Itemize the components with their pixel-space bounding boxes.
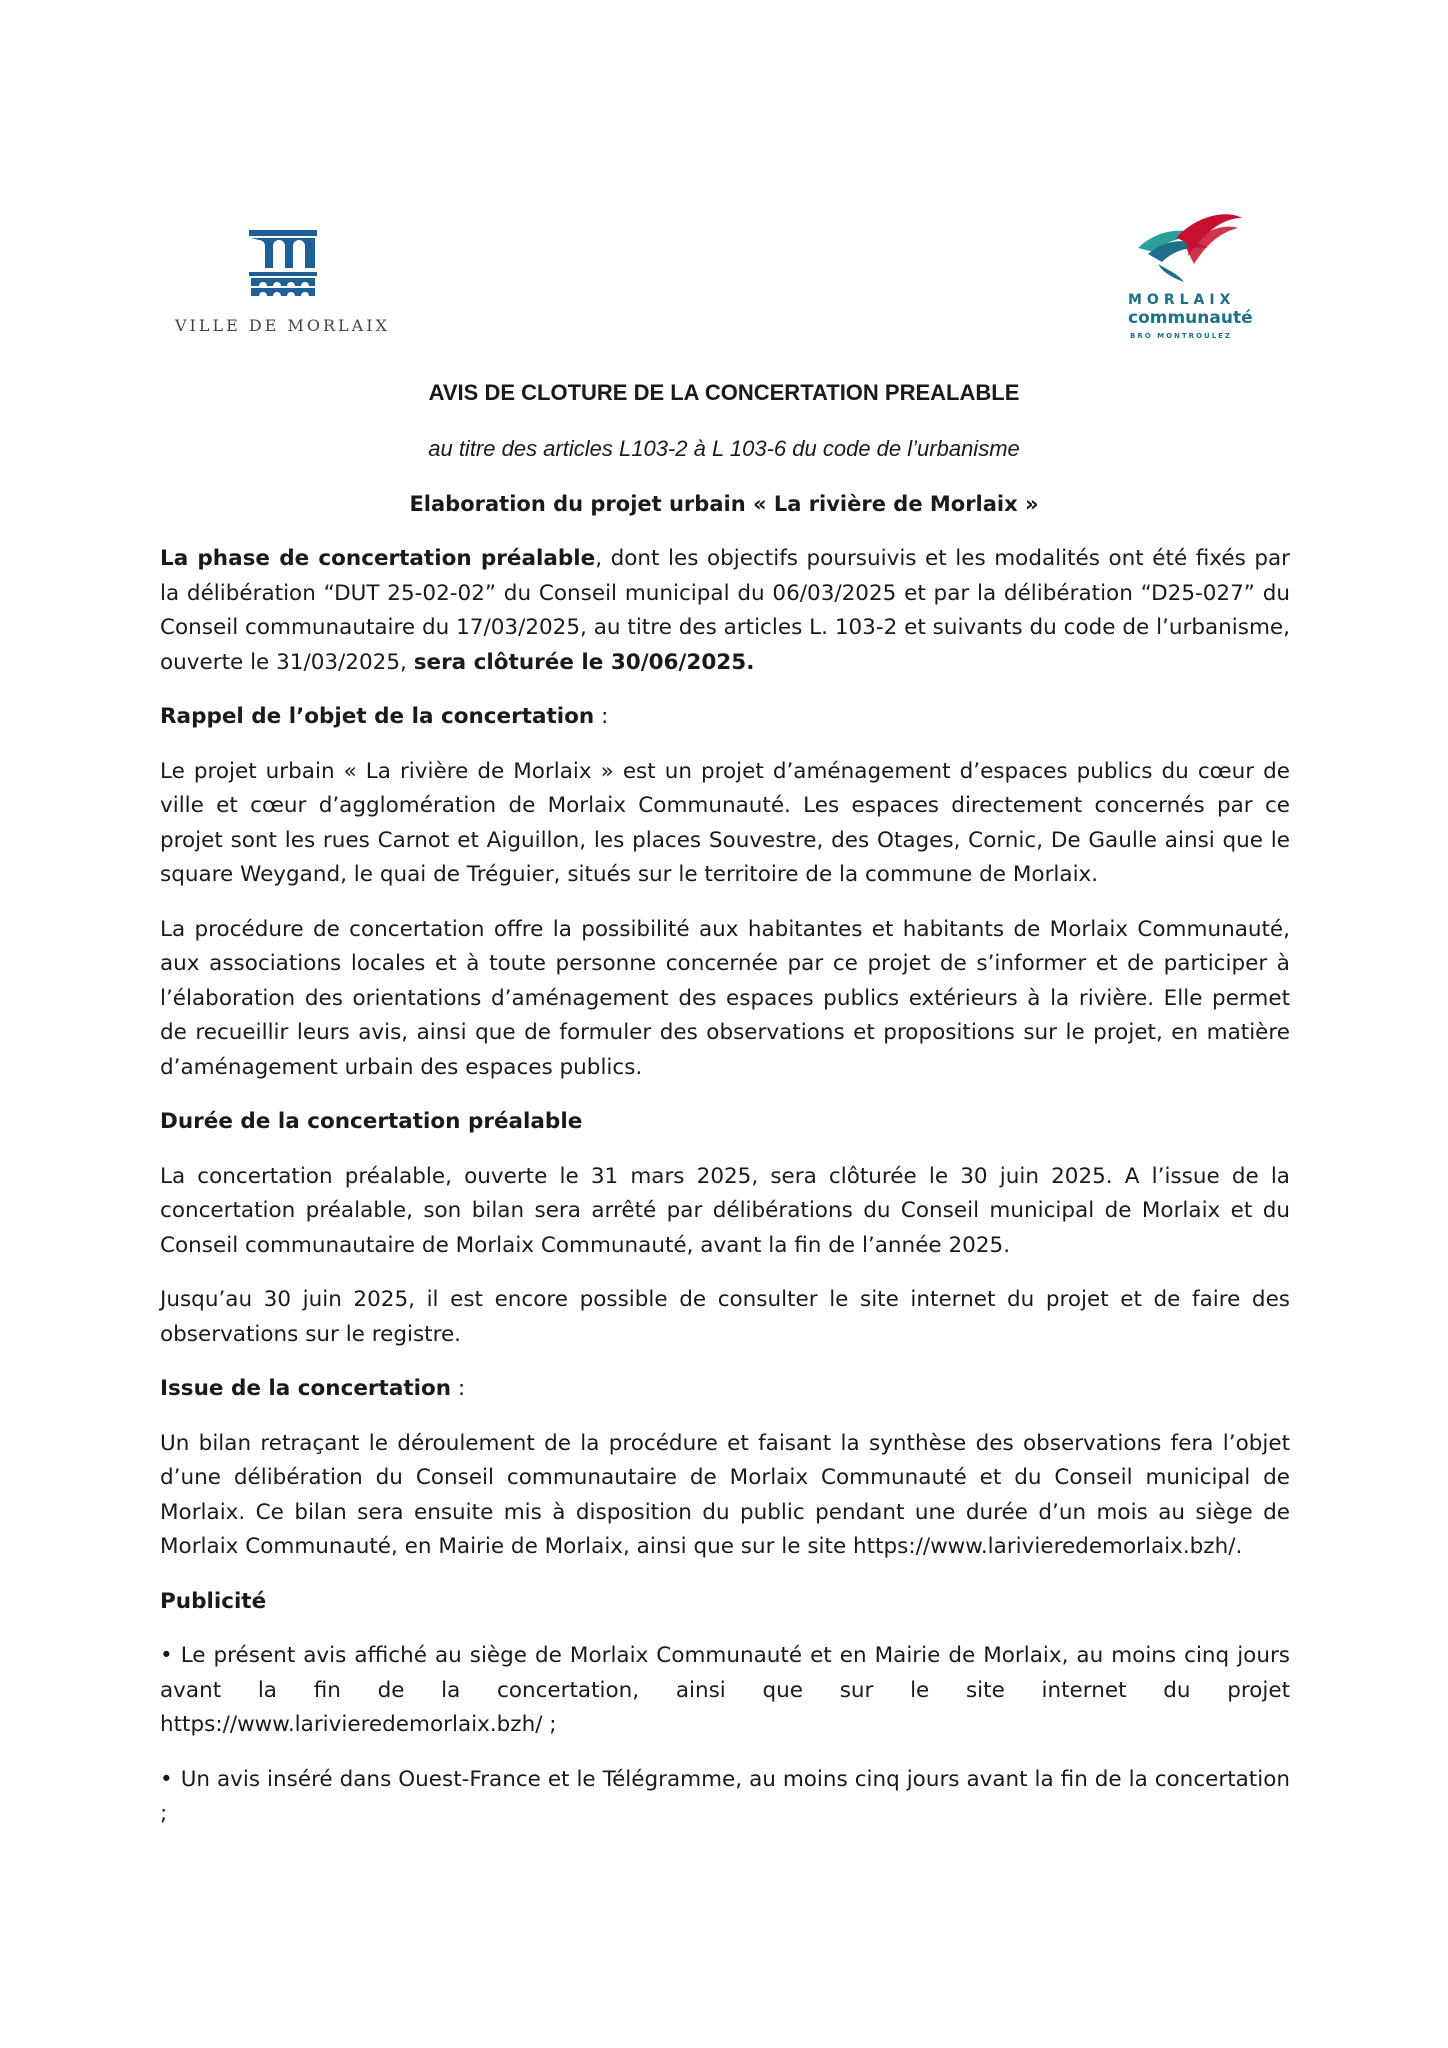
morlaix-communaute-text-line2: communauté <box>1128 308 1253 328</box>
intro-bold-end: sera clôturée le 30/06/2025. <box>413 649 755 675</box>
bullet-icon: • <box>160 1766 173 1792</box>
document-subtitle: au titre des articles L103-2 à L 103-6 du code de l’urbanisme <box>428 436 1020 461</box>
morlaix-communaute-logo <box>1118 208 1258 358</box>
rappel-paragraph-2: La procédure de concertation offre la possibilité aux habitantes et habitants de Morlaix Communauté, aux associations locales et à toute personne concernée par ce projet de s’informer et de participer à l’élaboration des orientations d’aménagement des espaces publics extérieurs à la rivière. Elle permet de recueillir leurs avis, ainsi que de formuler des observations et propositions sur le projet, en matière d’aménagement urbain des espaces publics. <box>160 916 1290 1080</box>
ville-de-morlaix-logo <box>175 228 405 348</box>
bullet-icon: • <box>160 1643 173 1668</box>
document-title: AVIS DE CLOTURE DE LA CONCERTATION PREALABLE <box>428 380 1020 405</box>
publicite-bullet-1: • Le présent avis affiché au siège de Morlaix Communauté et en Mairie de Morlaix, au moins cinq jours avant la fin de la concertation, ainsi que sur le site internet du projet https://www.larivieredemorlaix.bzh/ ; <box>160 1643 1290 1737</box>
morlaix-communaute-emblem-icon <box>1118 208 1248 288</box>
document-body <box>160 542 1290 1852</box>
morlaix-communaute-text-line3: BRO MONTROULEZ <box>1130 332 1233 340</box>
duree-paragraph-2: Jusqu’au 30 juin 2025, il est encore possible de consulter le site internet du projet et de faire des observations sur le registre. <box>160 1287 1290 1347</box>
rappel-paragraph-1: Le projet urbain « La rivière de Morlaix » est un projet d’aménagement d’espaces publics du cœur de ville et cœur d’agglomération de Morlaix Communauté. Les espaces directement concernés par ce projet sont les rues Carnot et Aiguillon, les places Souvestre, des Otages, Cornic, De Gaulle ainsi que le square Weygand, le quai de Tréguier, situés sur le territoire de la commune de Morlaix. <box>160 758 1290 887</box>
ville-de-morlaix-text: VILLE DE MORLAIX <box>175 316 390 335</box>
intro-bold-lead: La phase de concertation préalable <box>160 546 596 571</box>
morlaix-m-emblem-icon <box>247 228 319 300</box>
section-heading-issue: Issue de la concertation : <box>160 1376 466 1401</box>
project-title: Elaboration du projet urbain « La rivière de Morlaix » <box>409 492 1039 516</box>
section-heading-publicite: Publicité <box>160 1588 267 1614</box>
issue-paragraph-1: Un bilan retraçant le déroulement de la procédure et faisant la synthèse des observations fera l’objet d’une délibération du Conseil communautaire de Morlaix Communauté et du Conseil municipal de Morlaix. Ce bilan sera ensuite mis à disposition du public pendant une durée d’un mois au siège de Morlaix Communauté, en Mairie de Morlaix, ainsi que sur le site https://www.larivieredemorlaix.bzh/. <box>160 1430 1290 1559</box>
morlaix-communaute-text-line1: MORLAIX <box>1128 292 1236 308</box>
duree-paragraph-1: La concertation préalable, ouverte le 31 mars 2025, sera clôturée le 30 juin 2025. A l’issue de la concertation préalable, son bilan sera arrêté par délibérations du Conseil municipal de Morlaix et du Conseil communautaire de Morlaix Communauté, avant la fin de l’année 2025. <box>160 1163 1290 1258</box>
intro-text: , dont les objectifs poursuivis et les modalités ont été fixés par la délibération “DUT 25-02-02” du Conseil municipal du 06/03/2025 et par la délibération “D25-027” du Conseil communautaire du 17/03/2025, au titre des articles L. 103-2 et suivants du code de l’urbanisme, ouverte le 31/03/2025, <box>160 546 1290 675</box>
section-heading-duree: Durée de la concertation préalable <box>160 1109 583 1134</box>
publicite-bullet-2: • Un avis inséré dans Ouest-France et le Télégramme, au moins cinq jours avant la fin de la concertation ; <box>160 1766 1290 1826</box>
section-heading-rappel: Rappel de l’objet de la concertation : <box>160 704 609 729</box>
intro-paragraph <box>160 542 1290 680</box>
